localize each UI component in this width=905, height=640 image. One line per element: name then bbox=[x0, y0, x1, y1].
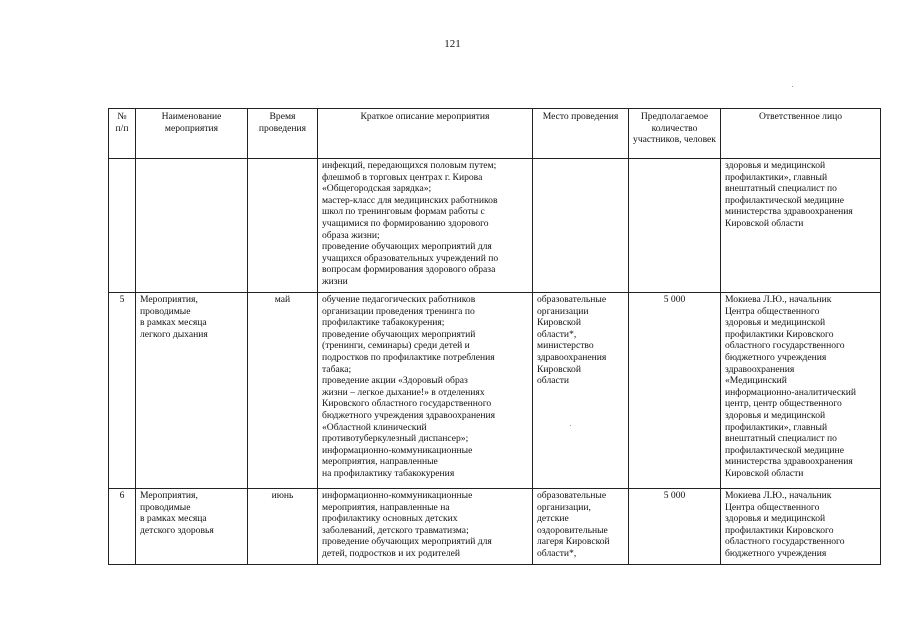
cell-line: проведение обучающих мероприятий bbox=[322, 328, 476, 340]
cell-line: образовательные bbox=[537, 490, 607, 501]
cell-place bbox=[533, 293, 629, 489]
cell-num: 6 bbox=[109, 489, 136, 565]
cell-line: области*, bbox=[537, 328, 577, 340]
cell-line: детские bbox=[537, 513, 569, 525]
cell-line: флешмоб в торговых центрах г. Кирова bbox=[322, 171, 483, 183]
cell-line: оздоровительные bbox=[537, 524, 608, 536]
cell-line: лагеря Кировской bbox=[537, 536, 610, 548]
cell-line: Мокиева Л.Ю., начальник bbox=[725, 294, 832, 305]
cell-line: в рамках месяца bbox=[140, 513, 207, 525]
cell-line: заболеваний, детского травматизма; bbox=[322, 524, 469, 536]
header-num: № п/п bbox=[109, 109, 136, 159]
events-table bbox=[108, 108, 881, 565]
cell-line: организации проведения тренинга по bbox=[322, 305, 475, 317]
cell-time: май bbox=[248, 293, 318, 489]
cell-description bbox=[318, 489, 533, 565]
cell-line: образа жизни; bbox=[322, 229, 380, 241]
cell-line: профилактики Кировского bbox=[725, 524, 834, 536]
cell-num: 5 bbox=[109, 293, 136, 489]
cell-description bbox=[318, 293, 533, 489]
cell-line: в рамках месяца bbox=[140, 317, 207, 329]
cell-line: противотуберкулезный диспансер»; bbox=[322, 433, 469, 445]
cell-line: областного государственного bbox=[725, 340, 845, 352]
cell-place bbox=[533, 159, 629, 293]
table-row bbox=[109, 159, 881, 293]
table-body bbox=[109, 159, 881, 565]
cell-line: обучение педагогических работников bbox=[322, 294, 476, 305]
cell-line: Кировского областного государственного bbox=[322, 398, 492, 410]
cell-line: центр, центр общественного bbox=[725, 398, 842, 410]
cell-line: Мероприятия, bbox=[140, 490, 198, 501]
cell-line: информационно-коммуникационные bbox=[322, 490, 473, 501]
cell-line: Кировской bbox=[537, 363, 581, 375]
cell-line: инфекций, передающихся половым путем; bbox=[322, 160, 497, 171]
cell-count: 5 000 bbox=[629, 489, 721, 565]
cell-responsible bbox=[721, 159, 881, 293]
cell-line: учащихся образовательных учреждений по bbox=[322, 252, 499, 264]
cell-line: министерство bbox=[537, 340, 594, 352]
cell-line: «Медицинский bbox=[725, 375, 787, 387]
page-number: 121 bbox=[444, 38, 461, 50]
cell-line: здравоохранения bbox=[725, 363, 795, 375]
cell-line: мероприятия, направленные bbox=[322, 456, 438, 468]
cell-line: здравоохранения bbox=[537, 351, 607, 363]
cell-line: детского здоровья bbox=[140, 524, 214, 536]
cell-name bbox=[136, 293, 248, 489]
cell-line: профилактики», главный bbox=[725, 171, 828, 183]
cell-description bbox=[318, 159, 533, 293]
cell-line: здоровья и медицинской bbox=[725, 409, 826, 421]
cell-line: организации bbox=[537, 305, 589, 317]
cell-line: профилактической медицине bbox=[725, 194, 844, 206]
cell-responsible bbox=[721, 489, 881, 565]
cell-line: здоровья и медицинской bbox=[725, 317, 826, 329]
cell-line: учащимися по формированию здорового bbox=[322, 217, 489, 229]
cell-line: организации, bbox=[537, 501, 591, 513]
cell-line: вопросам формирования здорового образа bbox=[322, 264, 496, 276]
header-responsible: Ответственное лицо bbox=[721, 109, 881, 159]
cell-line: областного государственного bbox=[725, 536, 845, 548]
cell-line: области bbox=[537, 375, 570, 387]
cell-line: жизни – легкое дыхание!» в отделениях bbox=[322, 386, 485, 398]
cell-line: мастер-класс для медицинских работников bbox=[322, 194, 498, 206]
cell-line: «Общегородская зарядка»; bbox=[322, 183, 432, 195]
cell-line: Кировской области bbox=[725, 467, 804, 479]
cell-line: области*, bbox=[537, 547, 577, 559]
header-place: Место проведения bbox=[533, 109, 629, 159]
cell-name bbox=[136, 159, 248, 293]
cell-line: профилактики Кировского bbox=[725, 328, 834, 340]
cell-line: министерства здравоохранения bbox=[725, 206, 853, 218]
scan-speck bbox=[570, 425, 571, 426]
cell-line: профилактику основных детских bbox=[322, 513, 458, 525]
cell-line: проводимые bbox=[140, 305, 191, 317]
cell-line: Кировской bbox=[537, 317, 581, 329]
cell-line: Центра общественного bbox=[725, 305, 820, 317]
cell-line: Мероприятия, bbox=[140, 294, 198, 305]
cell-count bbox=[629, 159, 721, 293]
scan-speck bbox=[792, 86, 793, 87]
cell-line: проведение обучающих мероприятий для bbox=[322, 536, 492, 548]
cell-time bbox=[248, 159, 318, 293]
cell-name bbox=[136, 489, 248, 565]
cell-line: бюджетного учреждения bbox=[725, 547, 827, 559]
cell-num bbox=[109, 159, 136, 293]
cell-line: на профилактику табакокурения bbox=[322, 467, 455, 479]
cell-line: бюджетного учреждения bbox=[725, 351, 827, 363]
cell-line: здоровья и медицинской bbox=[725, 160, 826, 171]
cell-line: проведение обучающих мероприятий для bbox=[322, 241, 492, 253]
cell-line: бюджетного учреждения здравоохранения bbox=[322, 409, 496, 421]
cell-line: профилактической медицине bbox=[725, 444, 844, 456]
table-header-row bbox=[109, 109, 881, 159]
cell-line: информационно-аналитический bbox=[725, 386, 857, 398]
cell-line: здоровья и медицинской bbox=[725, 513, 826, 525]
cell-line: (тренинги, семинары) среди детей и bbox=[322, 340, 470, 352]
table-row bbox=[109, 293, 881, 489]
cell-count: 5 000 bbox=[629, 293, 721, 489]
header-count: Предполагаемое количество участников, человек bbox=[629, 109, 721, 159]
table-row bbox=[109, 489, 881, 565]
header-name: Наименование мероприятия bbox=[136, 109, 248, 159]
cell-line: министерства здравоохранения bbox=[725, 456, 853, 468]
header-time: Время проведения bbox=[248, 109, 318, 159]
cell-line: образовательные bbox=[537, 294, 607, 305]
cell-line: «Областной клинический bbox=[322, 421, 427, 433]
cell-line: Кировской области bbox=[725, 217, 804, 229]
cell-line: подростков по профилактике потребления bbox=[322, 351, 495, 363]
cell-line: жизни bbox=[322, 275, 348, 287]
cell-line: детей, подростков и их родителей bbox=[322, 547, 461, 559]
cell-line: легкого дыхания bbox=[140, 328, 208, 340]
header-description: Краткое описание мероприятия bbox=[318, 109, 533, 159]
cell-responsible bbox=[721, 293, 881, 489]
cell-place bbox=[533, 489, 629, 565]
cell-line: проведение акции «Здоровый образ bbox=[322, 375, 468, 387]
cell-time: июнь bbox=[248, 489, 318, 565]
cell-line: мероприятия, направленные на bbox=[322, 501, 450, 513]
cell-line: Мокиева Л.Ю., начальник bbox=[725, 490, 832, 501]
cell-line: профилактики», главный bbox=[725, 421, 828, 433]
cell-line: школ по тренинговым формам работы с bbox=[322, 206, 485, 218]
cell-line: информационно-коммуникационные bbox=[322, 444, 473, 456]
cell-line: внештатный специалист по bbox=[725, 433, 837, 445]
cell-line: профилактике табакокурения; bbox=[322, 317, 445, 329]
cell-line: проводимые bbox=[140, 501, 191, 513]
cell-line: табака; bbox=[322, 363, 352, 375]
cell-line: внештатный специалист по bbox=[725, 183, 837, 195]
cell-line: Центра общественного bbox=[725, 501, 820, 513]
